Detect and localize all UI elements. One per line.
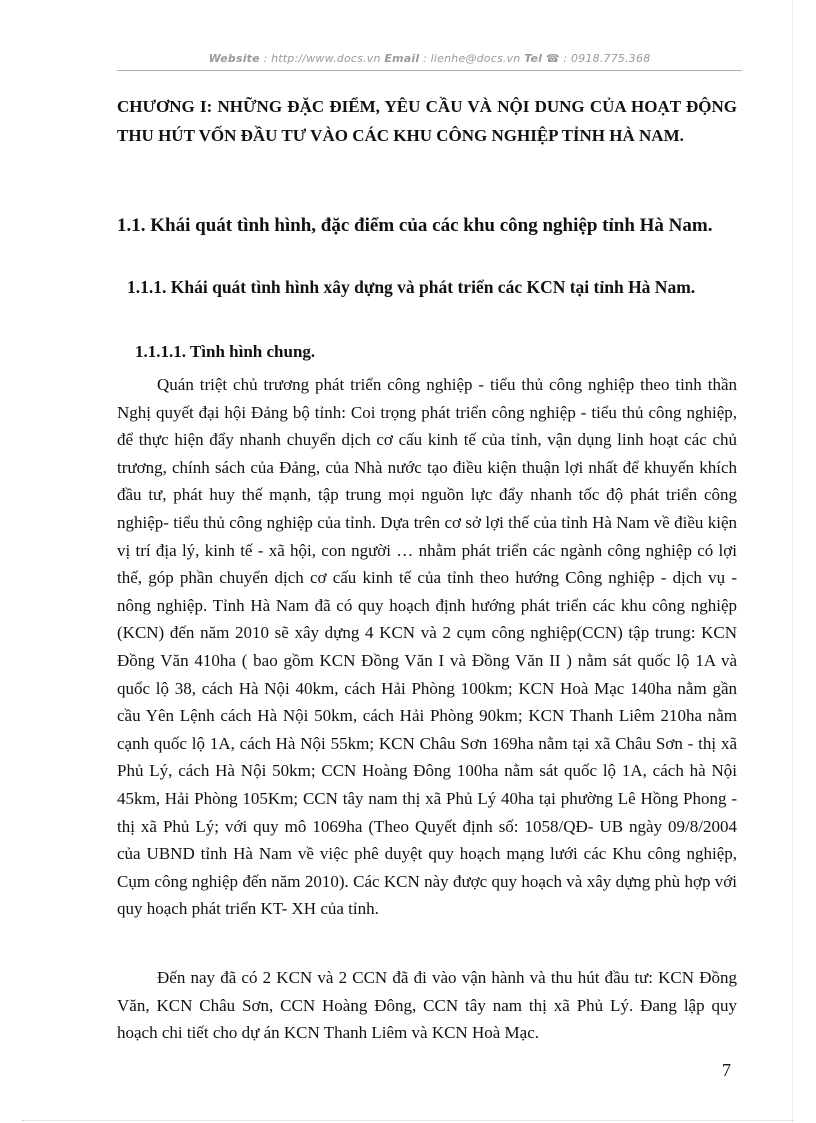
body-paragraph: Quán triệt chủ trương phát triển công nghiệp - tiểu thủ công nghiệp theo tinh thần Nghị quyết đại hội Đảng bộ tỉnh: Coi trọng phát triển công nghiệp - tiểu thủ công nghiệp, để thực hiện đẩy nhanh chuyển dịch cơ cấu kinh tế của tỉnh, vận dụng linh hoạt các chủ trương, chính sách của Đảng, của Nhà nước tạo điều kiện thuận lợi nhất để khuyến khích đầu tư, phát huy thế mạnh, tập trung mọi nguồn lực đẩy nhanh tốc độ phát triển công nghiệp- tiểu thủ công nghiệp của tỉnh. Dựa trên cơ sở lợi thế của tỉnh Hà Nam về điều kiện vị trí địa lý, kinh tế - xã hội, con người … nhằm phát triển các ngành công nghiệp có lợi thế, góp phần chuyển dịch cơ cấu kinh tế của tỉnh theo hướng Công nghiệp - dịch vụ - nông nghiệp. Tỉnh Hà Nam đã có quy hoạch định hướng phát triển các khu công nghiệp (KCN) đến năm 2010 sẽ xây dựng 4 KCN và 2 cụm công nghiệp(CCN) tập trung: KCN Đồng Văn 410ha ( bao gồm KCN Đồng Văn I và Đồng Văn II ) nằm sát quốc lộ 1A và quốc lộ 38, cách Hà Nội 40km, cách Hải Phòng 100km; KCN Hoà Mạc 140ha nằm gần cầu Yên Lệnh cách Hà Nội 50km, cách Hải Phòng 90km; KCN Thanh Liêm 210ha nằm cạnh quốc lộ 1A, cách Hà Nội 55km; KCN Châu Sơn 169ha nằm tại xã Châu Sơn - thị xã Phủ Lý, cách Hà Nội 50km; CCN Hoàng Đông 100ha nằm sát quốc lộ 1A, cách hà Nội 45km, Hải Phòng 105Km; CCN tây nam thị xã Phủ Lý 40ha tại phường Lê Hồng Phong - thị xã Phủ Lý; với quy mô 1069ha (Theo Quyết định số: 1058/QĐ- UB ngày 09/8/2004 của UBND tỉnh Hà Nam về việc phê duyệt quy hoạch mạng lưới các Khu công nghiệp, Cụm công nghiệp đến năm 2010). Các KCN này được quy hoạch và xây dựng phù hợp với quy hoạch phát triển KT- XH của tỉnh. [117, 375, 737, 919]
email-address[interactable]: : lienhe@docs.vn [423, 52, 521, 65]
email-label: Email [384, 52, 420, 65]
footer-divider [22, 1120, 794, 1121]
tel-label: Tel [524, 52, 543, 65]
section-heading-1-1-1-1: 1.1.1.1. Tình hình chung. [135, 342, 316, 361]
header-divider [117, 70, 742, 71]
page-number: 7 [722, 1060, 731, 1080]
body-paragraph: Đến nay đã có 2 KCN và 2 CCN đã đi vào vận hành và thu hút đầu tư: KCN Đồng Văn, KCN Châu Sơn, CCN Hoàng Đông, CCN tây nam thị xã Phủ Lý. Đang lập quy hoạch chi tiết cho dự án KCN Thanh Liêm và KCN Hoà Mạc. [117, 968, 737, 1043]
website-url[interactable]: : http://www.docs.vn [263, 52, 381, 65]
tel-number: : 0918.775.368 [563, 52, 651, 65]
chapter-title: CHƯƠNG I: NHỮNG ĐẶC ĐIỂM, YÊU CẦU VÀ NỘI DUNG CỦA HOẠT ĐỘNG THU HÚT VỐN ĐẦU TƯ VÀO CÁC KHU CÔNG NGHIỆP TỈNH HÀ NAM. [117, 97, 737, 145]
margin-guide [792, 0, 793, 1123]
phone-icon: ☎ [545, 52, 560, 65]
section-heading-1-1: 1.1. Khái quát tình hình, đặc điểm của các khu công nghiệp tỉnh Hà Nam. [117, 215, 713, 236]
page-header [117, 52, 742, 65]
section-heading-1-1-1: 1.1.1. Khái quát tình hình xây dựng và phát triển các KCN tại tỉnh Hà Nam. [127, 277, 696, 297]
website-label: Website [208, 52, 260, 65]
